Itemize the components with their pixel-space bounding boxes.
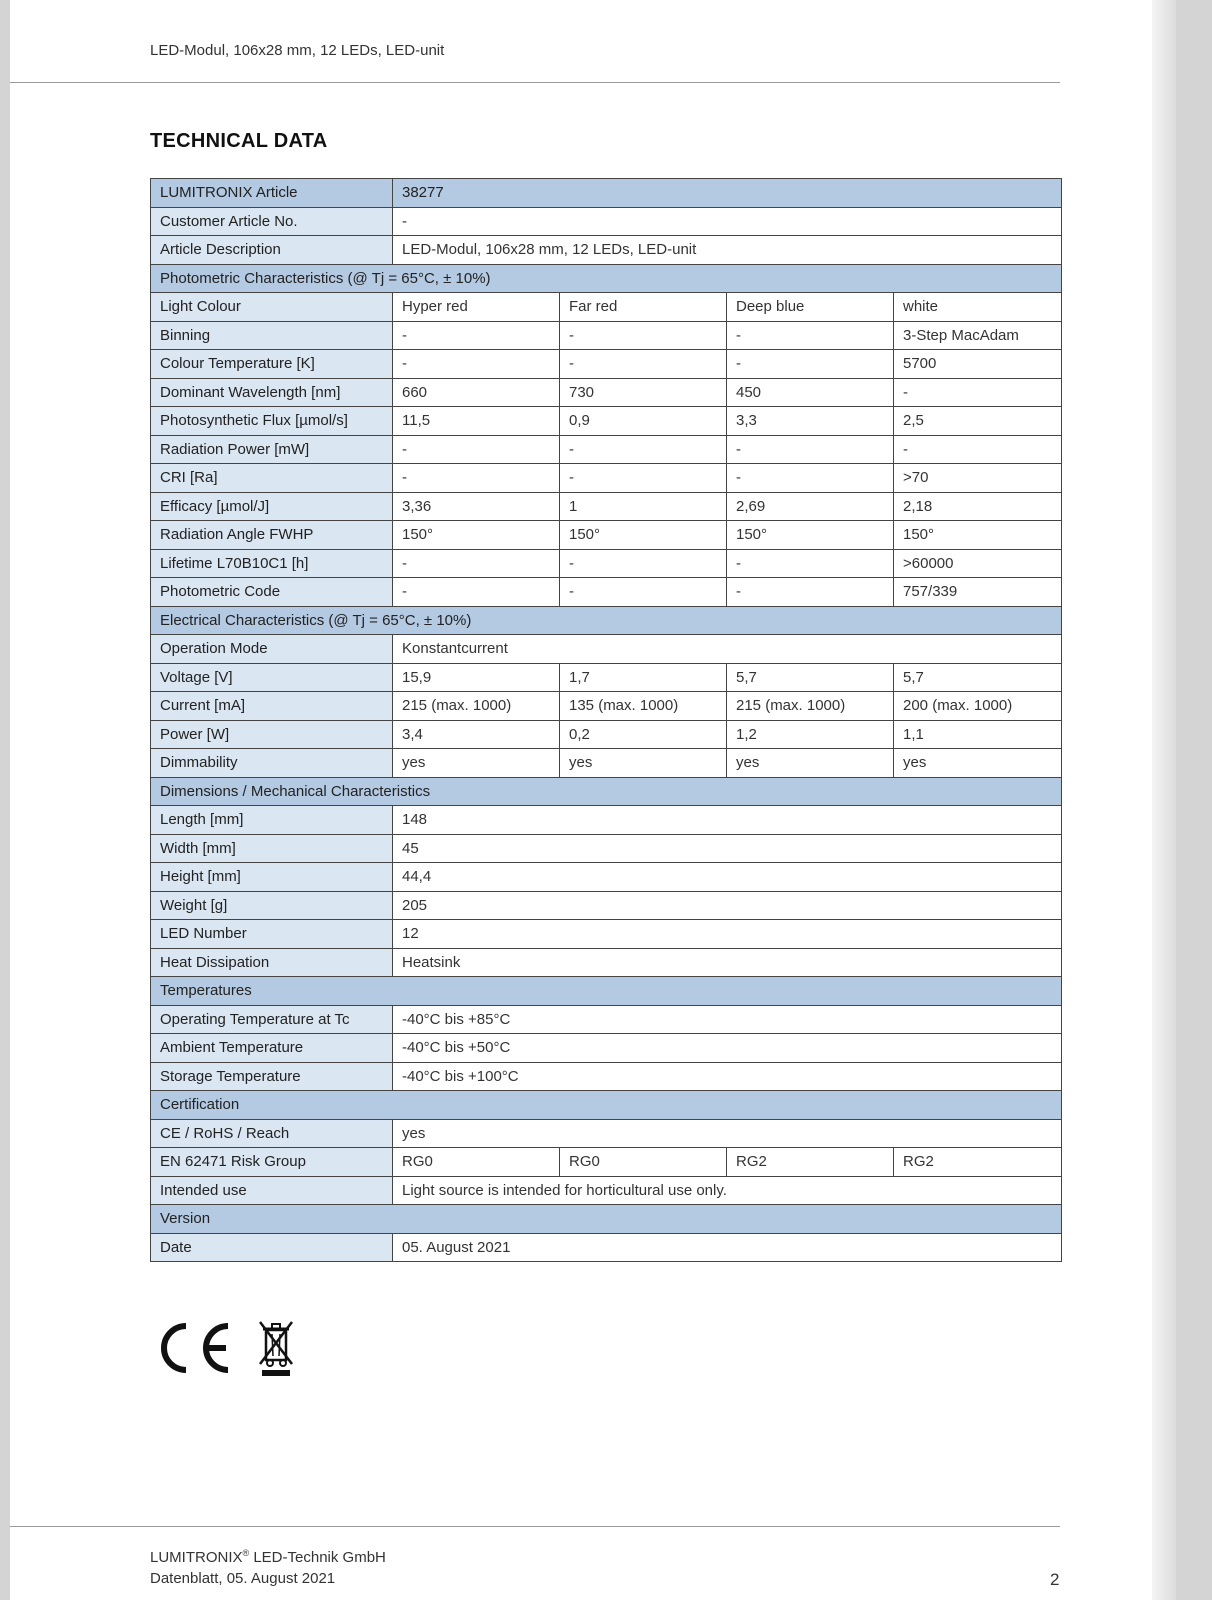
electrical-row (151, 663, 1062, 692)
row-label: Customer Article No. (151, 207, 393, 236)
dimensions-section (151, 777, 1062, 806)
row-value: - (393, 321, 560, 350)
row-value: - (560, 350, 727, 379)
row-value: - (727, 549, 894, 578)
row-value: 2,69 (727, 492, 894, 521)
row-value: 0,9 (560, 407, 727, 436)
row-value: yes (393, 749, 560, 778)
certification-marks (148, 1318, 318, 1380)
row-value: 1,2 (727, 720, 894, 749)
row-label: Dimmability (151, 749, 393, 778)
dimension-row (151, 863, 1062, 892)
photometric-row (151, 549, 1062, 578)
row-value: 2,5 (894, 407, 1062, 436)
page-number: 2 (1050, 1570, 1060, 1589)
row-label: Lifetime L70B10C1 [h] (151, 549, 393, 578)
row-value: 3-Step MacAdam (894, 321, 1062, 350)
row-value: 45 (393, 834, 1062, 863)
photometric-row (151, 435, 1062, 464)
row-value: 3,3 (727, 407, 894, 436)
row-value: 215 (max. 1000) (727, 692, 894, 721)
dimension-row (151, 891, 1062, 920)
row-value: >70 (894, 464, 1062, 493)
row-value: 150° (727, 521, 894, 550)
row-value: 205 (393, 891, 1062, 920)
row-value: - (727, 435, 894, 464)
row-value: - (393, 435, 560, 464)
row-value: 3,4 (393, 720, 560, 749)
row-value: -40°C bis +100°C (393, 1062, 1062, 1091)
row-value: - (393, 464, 560, 493)
row-value: - (894, 378, 1062, 407)
row-label: Power [W] (151, 720, 393, 749)
dimension-row (151, 948, 1062, 977)
row-label: Date (151, 1233, 393, 1262)
row-label: Length [mm] (151, 806, 393, 835)
row-value: Light source is intended for horticultural use only. (393, 1176, 1062, 1205)
dimension-row (151, 806, 1062, 835)
ce-mark-icon (148, 1318, 318, 1380)
row-value: 5,7 (894, 663, 1062, 692)
row-value: 200 (max. 1000) (894, 692, 1062, 721)
row-label: Article Description (151, 236, 393, 265)
certification-section (151, 1091, 1062, 1120)
row-value: 15,9 (393, 663, 560, 692)
row-value: 12 (393, 920, 1062, 949)
row-value: 215 (max. 1000) (393, 692, 560, 721)
footer-datasheet-date: Datenblatt, 05. August 2021 (150, 1570, 336, 1587)
weee-bin-icon (260, 1322, 292, 1376)
technical-data-table (150, 178, 1062, 1262)
electrical-row (151, 692, 1062, 721)
row-value: yes (727, 749, 894, 778)
row-label: Binning (151, 321, 393, 350)
row-value: 148 (393, 806, 1062, 835)
row-label: Storage Temperature (151, 1062, 393, 1091)
row-value: 5,7 (727, 663, 894, 692)
row-label: Efficacy [µmol/J] (151, 492, 393, 521)
temperature-row (151, 1005, 1062, 1034)
photometric-row (151, 350, 1062, 379)
row-label: EN 62471 Risk Group (151, 1148, 393, 1177)
row-value: - (727, 321, 894, 350)
row-value: 757/339 (894, 578, 1062, 607)
photometric-row (151, 407, 1062, 436)
photometric-row (151, 521, 1062, 550)
row-label: Current [mA] (151, 692, 393, 721)
row-label: Dominant Wavelength [nm] (151, 378, 393, 407)
footer-divider (10, 1526, 1060, 1527)
row-value: 730 (560, 378, 727, 407)
row-value: RG2 (894, 1148, 1062, 1177)
temperatures-section (151, 977, 1062, 1006)
electrical-row (151, 749, 1062, 778)
ce-rohs-row (151, 1119, 1062, 1148)
row-label: Operating Temperature at Tc (151, 1005, 393, 1034)
row-label: LUMITRONIX Article (151, 179, 393, 208)
photometric-row (151, 578, 1062, 607)
row-value: Konstantcurrent (393, 635, 1062, 664)
row-value: >60000 (894, 549, 1062, 578)
dimension-row (151, 834, 1062, 863)
footer-company: LUMITRONIX® LED-Technik GmbH (150, 1548, 386, 1566)
row-value: white (894, 293, 1062, 322)
photometric-row (151, 492, 1062, 521)
section-header: Temperatures (151, 977, 1062, 1006)
section-header: Certification (151, 1091, 1062, 1120)
row-label: Radiation Angle FWHP (151, 521, 393, 550)
photometric-row (151, 464, 1062, 493)
row-value: Heatsink (393, 948, 1062, 977)
row-label: Heat Dissipation (151, 948, 393, 977)
row-value: - (727, 578, 894, 607)
section-title: TECHNICAL DATA (150, 130, 328, 152)
document-page (10, 0, 1176, 1600)
row-label: Radiation Power [mW] (151, 435, 393, 464)
row-value: 0,2 (560, 720, 727, 749)
row-value: - (560, 464, 727, 493)
row-value: - (393, 350, 560, 379)
row-label: Photometric Code (151, 578, 393, 607)
row-label: Width [mm] (151, 834, 393, 863)
row-label: Ambient Temperature (151, 1034, 393, 1063)
photometric-row (151, 321, 1062, 350)
row-label: Colour Temperature [K] (151, 350, 393, 379)
row-value: yes (560, 749, 727, 778)
row-value: 3,36 (393, 492, 560, 521)
row-value: 150° (560, 521, 727, 550)
row-value: - (727, 350, 894, 379)
row-value: -40°C bis +85°C (393, 1005, 1062, 1034)
date-row (151, 1233, 1062, 1262)
description-row (151, 236, 1062, 265)
row-value: yes (393, 1119, 1062, 1148)
dimension-row (151, 920, 1062, 949)
row-value: 44,4 (393, 863, 1062, 892)
row-value: 450 (727, 378, 894, 407)
row-value: 05. August 2021 (393, 1233, 1062, 1262)
row-value: - (560, 435, 727, 464)
row-label: CE / RoHS / Reach (151, 1119, 393, 1148)
row-value: - (727, 464, 894, 493)
row-value: 1,1 (894, 720, 1062, 749)
row-value: 1 (560, 492, 727, 521)
row-value: - (393, 207, 1062, 236)
row-value: -40°C bis +50°C (393, 1034, 1062, 1063)
header-divider (10, 82, 1060, 83)
row-label: Light Colour (151, 293, 393, 322)
electrical-row (151, 720, 1062, 749)
row-value: Far red (560, 293, 727, 322)
row-value: 1,7 (560, 663, 727, 692)
row-value: - (560, 549, 727, 578)
header-title: LED-Modul, 106x28 mm, 12 LEDs, LED-unit (150, 42, 445, 59)
intended-use-row (151, 1176, 1062, 1205)
row-value: - (393, 578, 560, 607)
row-value: 11,5 (393, 407, 560, 436)
row-value: - (560, 321, 727, 350)
section-header: Version (151, 1205, 1062, 1234)
row-label: CRI [Ra] (151, 464, 393, 493)
row-label: Height [mm] (151, 863, 393, 892)
article-row (151, 179, 1062, 208)
row-value: - (894, 435, 1062, 464)
row-label: Photosynthetic Flux [µmol/s] (151, 407, 393, 436)
row-value: yes (894, 749, 1062, 778)
photometric-row (151, 293, 1062, 322)
row-label: LED Number (151, 920, 393, 949)
version-section (151, 1205, 1062, 1234)
row-value: Deep blue (727, 293, 894, 322)
row-value: RG2 (727, 1148, 894, 1177)
row-label: Intended use (151, 1176, 393, 1205)
electrical-section (151, 606, 1062, 635)
row-label: Voltage [V] (151, 663, 393, 692)
row-value: 660 (393, 378, 560, 407)
row-value: 150° (894, 521, 1062, 550)
row-value: Hyper red (393, 293, 560, 322)
row-value: - (560, 578, 727, 607)
risk-group-row (151, 1148, 1062, 1177)
row-value: 135 (max. 1000) (560, 692, 727, 721)
page-edge-shadow (1152, 0, 1176, 1600)
operation-mode-row (151, 635, 1062, 664)
photometric-row (151, 378, 1062, 407)
row-value: 5700 (894, 350, 1062, 379)
customer-article-row (151, 207, 1062, 236)
row-value: RG0 (393, 1148, 560, 1177)
temperature-row (151, 1034, 1062, 1063)
temperature-row (151, 1062, 1062, 1091)
row-label: Weight [g] (151, 891, 393, 920)
section-header: Photometric Characteristics (@ Tj = 65°C, ± 10%) (151, 264, 1062, 293)
row-value: 2,18 (894, 492, 1062, 521)
row-value: 38277 (393, 179, 1062, 208)
section-header: Dimensions / Mechanical Characteristics (151, 777, 1062, 806)
row-value: 150° (393, 521, 560, 550)
section-header: Electrical Characteristics (@ Tj = 65°C, ± 10%) (151, 606, 1062, 635)
row-value: - (393, 549, 560, 578)
photometric-section (151, 264, 1062, 293)
row-label: Operation Mode (151, 635, 393, 664)
row-value: RG0 (560, 1148, 727, 1177)
row-value: LED-Modul, 106x28 mm, 12 LEDs, LED-unit (393, 236, 1062, 265)
